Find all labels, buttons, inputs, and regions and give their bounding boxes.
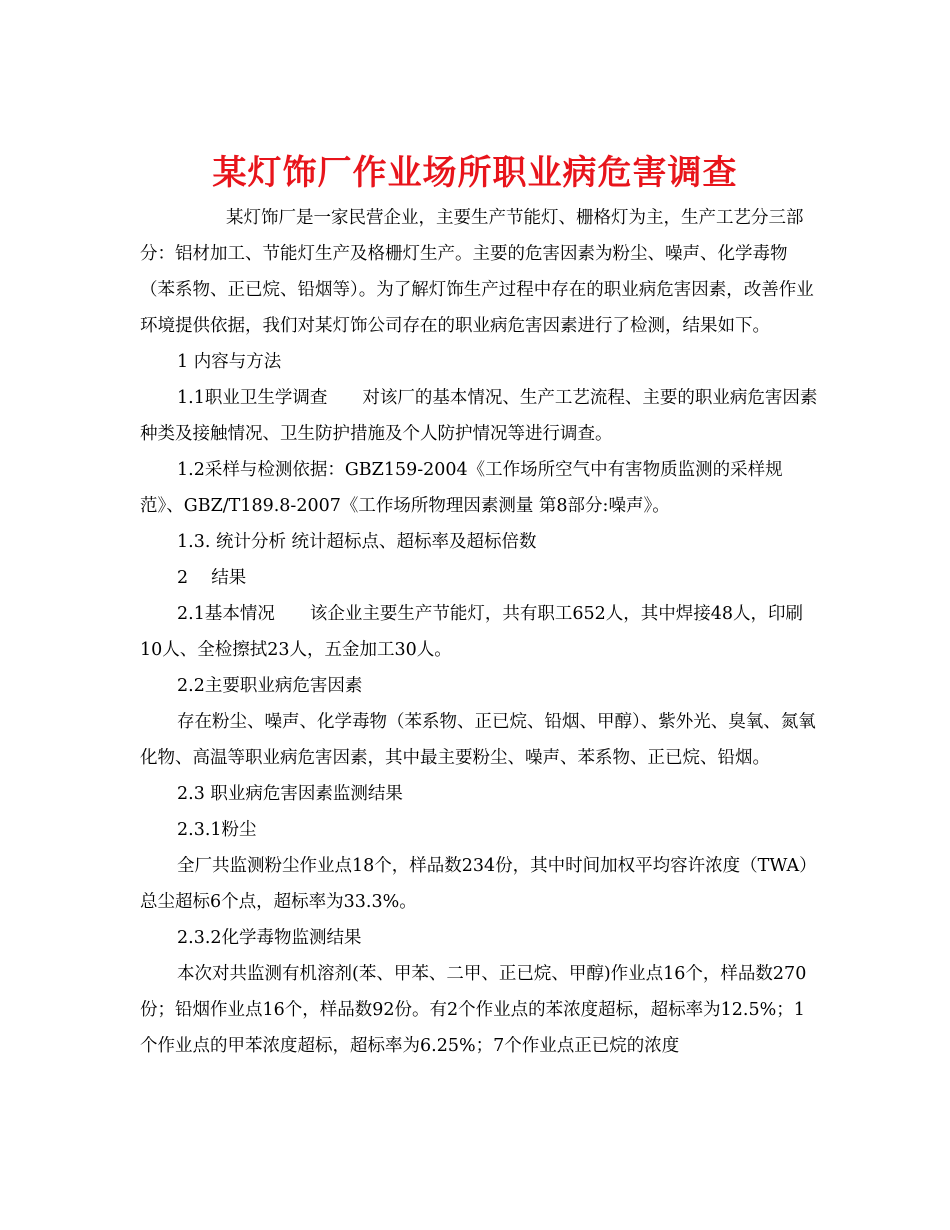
- subsection-heading-2-3: 2.3 职业病危害因素监测结果: [177, 784, 403, 804]
- intro-paragraph: 某灯饰厂是一家民营企业，主要生产节能灯、栅格灯为主，生产工艺分三部分：铝材加工、节能灯生产及格栅灯生产。主要的危害因素为粉尘、噪声、化学毒物（苯系物、正已烷、铅烟等）。为了解灯饰生产过程中存在的职业病危害因素，改善作业环境提供依据，我们对某灯饰公司存在的职业病危害因素进行了检测，结果如下。: [140, 208, 814, 336]
- subsection-heading-2-3-2: 2.3.2化学毒物监测结果: [177, 928, 362, 948]
- subsection-heading-2-2: 2.2主要职业病危害因素: [177, 676, 363, 696]
- paragraph-2-1: 2.1基本情况 该企业主要生产节能灯，共有职工652人，其中焊接48人，印刷10人、全检擦拭23人，五金加工30人。: [140, 604, 803, 660]
- section-heading-1: 1 内容与方法: [177, 352, 282, 372]
- subsection-heading-2-3-1: 2.3.1粉尘: [177, 820, 257, 840]
- paragraph-1-2: 1.2采样与检测依据：GBZ159-2004《工作场所空气中有害物质监测的采样规范》、GBZ/T189.8-2007《工作场所物理因素测量 第8部分:噪声》。: [140, 460, 783, 516]
- paragraph-1-1: 1.1职业卫生学调查 对该厂的基本情况、生产工艺流程、主要的职业病危害因素种类及接触情况、卫生防护措施及个人防护情况等进行调查。: [140, 388, 818, 444]
- document-title: 某灯饰厂作业场所职业病危害调查: [212, 152, 738, 193]
- paragraph-1-3: 1.3. 统计分析 统计超标点、超标率及超标倍数: [177, 532, 537, 552]
- document-body: [140, 200, 820, 1064]
- paragraph-2-2: 存在粉尘、噪声、化学毒物（苯系物、正已烷、铅烟、甲醇）、紫外光、臭氧、氮氧化物、高温等职业病危害因素，其中最主要粉尘、噪声、苯系物、正已烷、铅烟。: [140, 712, 816, 768]
- section-heading-2: 2 结果: [177, 568, 247, 588]
- paragraph-2-3-2: 本次对共监测有机溶剂(苯、甲苯、二甲、正已烷、甲醇)作业点16个，样品数270份；铅烟作业点16个，样品数92份。有2个作业点的苯浓度超标，超标率为12.5%；1个作业点的甲苯浓度超标，超标率为6.25%；7个作业点正已烷的浓度: [140, 964, 807, 1056]
- paragraph-2-3-1: 全厂共监测粉尘作业点18个，样品数234份，其中时间加权平均容许浓度（TWA）总尘超标6个点，超标率为33.3%。: [140, 856, 817, 912]
